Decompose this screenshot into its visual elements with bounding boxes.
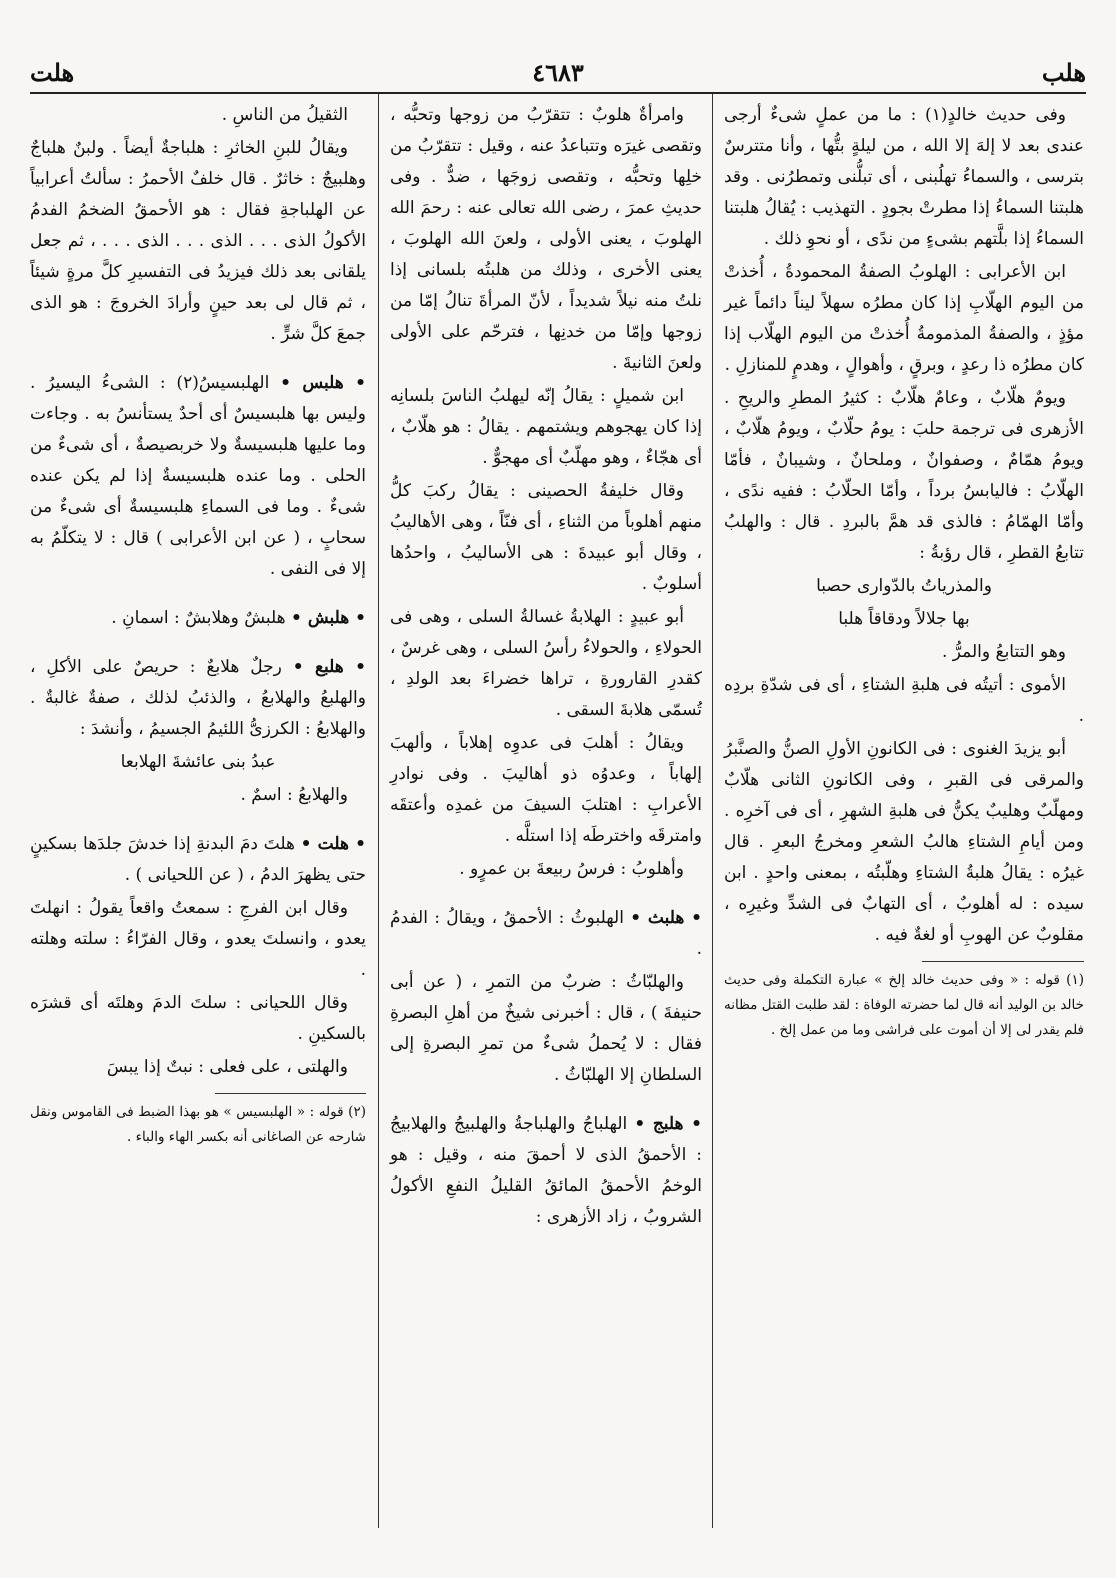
dictionary-entry: [30, 368, 366, 585]
page-number: ٤٦٨٣: [532, 58, 584, 87]
entry-headword: • هلبش •: [291, 608, 366, 628]
dictionary-entry: [390, 1109, 702, 1233]
paragraph: وامرأةٌ هلوبٌ : تتقرّبُ من زوجها وتحبُّه ، وتقصى غيرَه وتتباعدُ عنه ، وقيل : تتقرّبُ من خلِها وتحبُّه ، وتقصى زوجَها ، ضدٌّ . وفى حديثِ عمرَ ، رضى الله تعالى عنه : رحمَ الله الهلوبَ ، يعنى الأولى ، ولعنَ الله الهلوبَ ، يعنى الأخرى ، وذلك من هلبتُه بلسانى إذا نلتُ منه نيلاً شديداً ، لأنّ المرأةَ تنالُ إمّا من زوجها وإمّا من خدنِها ، فترحّم على الأولى ولعنَ الثانيةَ .: [390, 105, 702, 373]
column-right: [724, 100, 1084, 1045]
verse-line: بها جلالاً ودقاقاً هلبا: [838, 609, 970, 629]
paragraph: الأموى : أتيتُه فى هلبةِ الشتاءِ ، أى فى شدّةِ بردِه .: [724, 675, 1084, 726]
paragraph: وقال ابن الفرجِ : سمعتُ واقعاً يقولُ : انهلتَ يعدو ، وانسلتَ يعدو ، وقال الفرّاءُ : سلته وهلته .: [30, 898, 366, 980]
paragraph: أبو عبيدٍ : الهلابةُ غسالةُ السلى ، وهى فى الحولاءِ ، والحولاءُ رأسُ السلى ، وهى غرسٌ ، كقدرِ القارورةِ ، تراها خضراءَ بعد الولدِ ، تُسمّى هلابةَ السقى .: [390, 607, 702, 720]
dictionary-entry: [390, 903, 702, 965]
column-divider-left: [378, 94, 379, 1528]
header-rule: [30, 92, 1086, 94]
entry-headword: • هلبس •: [280, 373, 366, 393]
dictionary-entry: [30, 652, 366, 745]
paragraph: ويقالُ للبنِ الخاثرِ : هلباجةٌ أيضاً . ولبنٌ هلباجٌ وهلبيجٌ : خاثرٌ . قال خلفٌ الأحمرُ : سألتُ أعرابياً عن الهلباجةِ فقال : هو الأحمقُ الضخمُ الفدمُ الأكولُ الذى . . . الذى . . . الذى . . . ، ثم جعل يلقانى بعد ذلك فيزيدُ فى التفسيرِ كلَّ مرةٍ شيئاً ، ثم قال لى بعد حينٍ وأرادَ الخروجَ : هو الذى جمعَ كلَّ شرٍّ .: [30, 138, 366, 344]
header-next-root-word: هلت: [30, 58, 75, 87]
column-divider-right: [712, 94, 713, 1528]
paragraph: وأهلوبُ : فرسُ ربيعةَ بن عمرٍو .: [459, 859, 684, 879]
entry-headword: • هلبج •: [634, 1114, 702, 1134]
paragraph: ابن الأعرابى : الهلوبُ الصفةُ المحمودةُ ، أُخذتْ من اليوم الهلّابِ إذا كان مطرُه سهلاً ليناً دائماً غير مؤذٍ ، والصفةُ المذمومةُ أُخذتْ من اليوم الهلّاب إذا كان مطرُه ذا رعدٍ ، وبرقٍ ، وأهوالٍ ، وهدمٍ للمنازلِ .: [724, 262, 1084, 375]
paragraph: الثقيلُ من الناسِ .: [221, 105, 348, 125]
paragraph: وقال اللحيانى : سلتَ الدمَ وهلتَه أى قشرَه بالسكينِ .: [30, 993, 366, 1044]
dictionary-entry: [30, 603, 366, 634]
dictionary-entry: [30, 829, 366, 891]
footnote: (١) قوله : « وفى حديث خالد إلخ » عبارة التكملة وفى حديث خالد بن الوليد أنه قال لما حضرته الوفاة : لقد طلبت القتل مظانه فلم يقدر لى إلا أن أموت على فراشى وما من عمل إلخ .: [724, 972, 1084, 1038]
footnote-rule: [922, 961, 1084, 962]
paragraph: ابن شميلٍ : يقالُ إنّه ليهلبُ الناسَ بلسانِه إذا كان يهجوهم ويشتمهم . يقالُ : هو هلّابٌ ، أى هجّاءٌ ، وهو مهلّبٌ أى مهجوٌّ .: [390, 386, 702, 468]
footnote: (٢) قوله : « الهلبسيس » هو بهذا الضبط فى القاموس ونقل شارحه عن الصاغانى أنه بكسر الهاء والباء .: [30, 1104, 366, 1145]
column-left: [30, 100, 366, 1152]
entry-headword: • هلبع •: [292, 657, 366, 677]
entry-text: الهلباجُ والهلباجةُ والهلبيجُ والهلابيجُ : الأحمقُ الذى لا أحمقَ منه ، وقيل : هو الوخمُ الأحمقُ المائقُ القليلُ النفعِ الأكولُ الشروبُ ، زاد الأزهرى :: [390, 1114, 702, 1227]
footnote-rule: [215, 1093, 366, 1094]
entry-text: الهلبوثُ : الأحمقُ ، ويقالُ : الفدمُ .: [390, 908, 702, 959]
column-middle: [390, 100, 702, 1235]
entry-text: هلبشٌ وهلابشٌ : اسمانِ .: [111, 608, 286, 628]
paragraph: وفى حديث خالدٍ(١) : ما من عملٍ شىءٌ أرجى عندى بعد لا إلهَ إلا الله ، من ليلةٍ بتُّها ، وأنا متترسٌ بترسى ، والسماءُ تهلُبنى ، أى تبلُّنى وتمطرُنى . وقد هلبتنا السماءُ إذا مطرتْ بجودٍ . التهذيب : يُقالُ هلبتنا السماءُ إذا بلَّتهم بشىءٍ من ندًى ، أو نحوِ ذلك .: [724, 105, 1084, 249]
page-header: [30, 58, 1086, 92]
paragraph: والهلبّاثُ : ضربٌ من التمرِ ، ( عن أبى حنيفةَ ) ، قال : أخبرنى شيخٌ من أهلِ البصرةِ فقال : لا يُحملُ شىءٌ من تمرِ البصرةِ إلى السلطانِ إلا الهلبّاثُ .: [390, 972, 702, 1085]
paragraph: ويقالُ : أهلبَ فى عدوِه إهلاباً ، وألهبَ إلهاباً ، وعدوُه ذو أهاليبَ . وفى نوادرِ الأعرابِ : اهتلبَ السيفَ من غمدِه وأعتقَه وامترقَه واخترطَه إذا استلَّه .: [390, 733, 702, 846]
header-root-word: هلب: [1041, 58, 1086, 87]
entry-headword: • هلت •: [300, 834, 367, 854]
entry-headword: • هلبث •: [630, 908, 702, 928]
paragraph: وهو التتابعُ والمرُّ .: [941, 642, 1066, 662]
entry-text: رجلٌ هلابعٌ : حريصٌ على الأكلِ ، والهلبعُ والهلابعُ ، والذئبُ لذلك ، صفةٌ غالبةٌ . والهلابعُ : الكرزىُّ اللئيمُ الجسيمُ ، وأنشدَ :: [30, 657, 366, 739]
paragraph: ويومٌ هلّابٌ ، وعامٌ هلّابٌ : كثيرُ المطرِ والريحِ . الأزهرى فى ترجمة حلبَ : يومُ حلّابٌ ، ويومُ هلّابٌ ، ويومُ همّامٌ ، وصفوانٌ ، وملحانٌ ، وشيبانٌ ، فأمّا الهلّابُ : فاليابسُ برداً ، وأمّا الحلّابُ : ففيه ندًى ، وأمّا الهمّامُ : فالذى قد همَّ بالبردِ . قال : والهلبُ تتابعُ القطرِ ، قال رؤبةُ :: [724, 388, 1084, 563]
entry-text: الهلبسيسُ(٢) : الشىءُ اليسيرُ . وليس بها هلبسيسٌ أى أحدٌ يستأنسُ به . وجاءت وما عليها هلبسيسةٌ ولا خربصيصةٌ ، أى شىءٌ من الحلى . وما عنده هلبسيسةٌ إذا لم يكن عنده شىءٌ . وما فى السماءِ هلبسيسةٌ أى شىءٌ من سحابٍ ، ( عن ابن الأعرابى ) قال : لا يتكلّمُ به إلا فى النفى .: [30, 373, 366, 579]
verse-line: عبدُ بنى عائشةَ الهلابعا: [120, 752, 276, 772]
verse-line: والمذرياتُ بالدّوارى حصبا: [816, 576, 992, 596]
paragraph: والهلتى ، على فعلى : نبتٌ إذا يبسَ: [106, 1057, 348, 1077]
paragraph: وقال خليفةُ الحصينى : يقالُ ركبَ كلُّ منهم أهلوباً من الثناءِ ، أى فنّاً ، وهى الأهاليبُ ، وقال أبو عبيدةَ : هى الأساليبُ ، واحدُها أسلوبٌ .: [390, 481, 702, 594]
paragraph: أبو يزيدَ الغنوى : فى الكانونِ الأولِ الصنُّ والصنَّبرُ والمرقى فى القبرِ ، وفى الكانونِ الثانى هلّابٌ ومهلّبٌ وهليبٌ يكنُّ فى هلبةِ الشهرِ ، أى فى آخرِه . ومن أيامِ الشتاءِ هالبُ الشعرِ ومخرجُ البعرِ . قال غيرُه : يقالُ هلبةُ الشتاءِ وهلّبتُه ، بمعنى واحدٍ . ابن سيده : له أهلوبٌ ، أى التهابٌ فى الشدِّ وغيرِه ، مقلوبٌ عن الهوبِ أو لغةٌ فيه .: [724, 739, 1084, 945]
paragraph: والهلابعُ : اسمٌ .: [240, 785, 348, 805]
entry-text: هلتَ دمَ البدنةِ إذا خدشَ جلدَها بسكينٍ حتى يظهرَ الدمُ ، ( عن اللحيانى ) .: [30, 834, 366, 885]
